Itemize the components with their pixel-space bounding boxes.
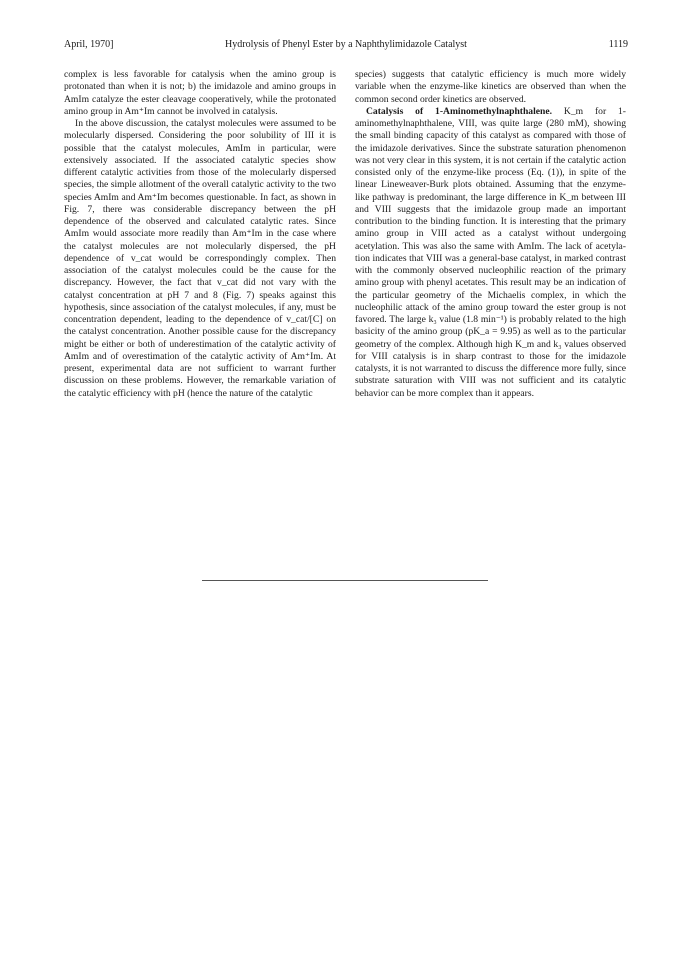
end-rule bbox=[202, 580, 488, 581]
section-heading: Catalysis of 1-Aminomethylnaphthalene. bbox=[366, 105, 553, 117]
paragraph: In the above discussion, the catalyst molecules were assumed to be molecularly dispersed. Considering the poor solubility of III it is possible that the catalyst molecules, AmIm in particular, were extensively associated. If the associated catalytic species show different catalytic activities from those of the molecularly dispersed species, the simple allotment of the overall catalytic activity to the two species AmIm and Am⁺Im becomes questionable. In fact, as shown in Fig. 7, there was considerable discrepancy between the pH dependence of the observed and calculated catalytic rates. Since AmIm would associate more readily than Am⁺Im in the case where the catalyst molecules are not molecularly dispersed, the pH dependence of v_cat would be correspondingly complex. Then association of the catalyst molecules could be the cause for the discrepancy. However, the fact that v_cat did not vary with the catalyst concentration at pH 7 and 8 (Fig. 7) speaks against this hypothesis, since association of the catalyst molecules, if any, must be concentration dependent, leading to the dependence of v_cat/[C] on the catalyst concentration. Another possible cause for the discrepancy might be either or both of underestimation of the catalytic activity of AmIm and of overestimation of the catalytic activity of Am⁺Im. At present, experimental data are not sufficient to warrant further discussion on these problems. However, the remarkable variation of the catalytic efficiency with pH (hence the nature of the catalytic bbox=[64, 118, 336, 399]
right-column bbox=[355, 69, 626, 400]
section-paragraph bbox=[355, 106, 626, 400]
paragraph: complex is less favorable for catalysis when the amino group is protonated than when it is not; b) the imidazole and amino groups in AmIm catalyze the ester cleavage cooperatively, while the protonated amino group in Am⁺Im cannot be involved in catalysis. bbox=[64, 69, 336, 117]
left-column bbox=[64, 69, 336, 400]
running-header bbox=[64, 38, 628, 52]
header-title: Hydrolysis of Phenyl Ester by a Naphthylimidazole Catalyst bbox=[225, 39, 467, 50]
paragraph-body: K_m for 1-aminomethylnaphthalene, VIII, was quite large (280 mM), showing the small binding capacity of this catalyst as compared with those of the imidazole derivatives. Since the substrate saturation phenomenon was not very clear in this system, it is not certain if the catalytic action consisted only of the enzyme-like process (Eq. (1)), in spite of the linear Lineweaver-Burk plots obtained. Assuming that the enzyme-like pathway is predominant, the large difference in K_m between III and VIII suggests that the imidazole group made an important contribution to the binding function. It is interesting that the primary amino group in VIII acted as a catalyst without undergoing acetylation. This was also the same with AmIm. The lack of acetylation indicates that VIII was a general-base catalyst, in marked contrast with the commonly observed nucleophilic reaction of the primary amino group with phenyl acetates. This result may be an indication of the particular geometry of the Michaelis complex, in which the nucleophilic attack of the amino group toward the ester group is not favored. The large k₃ value (1.8 min⁻¹) is probably related to the high basicity of the amino group (pK_a = 9.95) as well as to the particular geometry of the complex. Although high K_m and k₃ values observed for VIII catalysis is in sharp contrast to those for the imidazole catalysts, it is not warranted to discuss the difference more fully, since substrate saturation with VIII was not sufficient and its catalytic behavior can be more complex than it appears. bbox=[355, 105, 626, 399]
page-number: 1119 bbox=[608, 39, 628, 50]
paragraph: species) suggests that catalytic efficiency is much more widely variable when the enzyme-like kinetics are observed than when the common second order kinetics are observed. bbox=[355, 69, 626, 105]
header-date: April, 1970] bbox=[64, 39, 114, 50]
